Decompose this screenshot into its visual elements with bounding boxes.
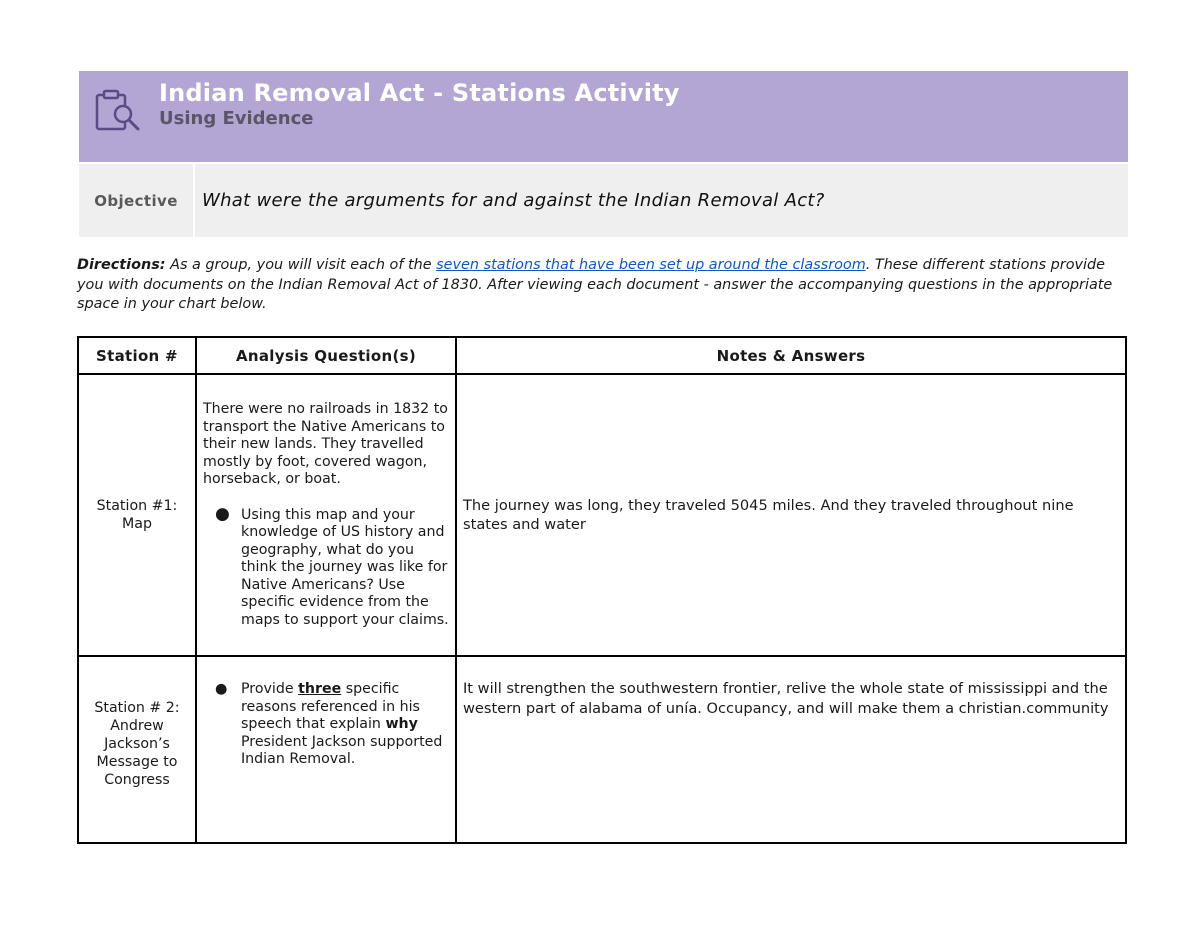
stations-table [77, 336, 1127, 844]
objective-divider [193, 164, 195, 237]
header-banner [79, 71, 1128, 162]
list-item [203, 681, 449, 769]
header-station: Station # [78, 337, 196, 374]
objective-label: Objective [94, 191, 178, 210]
station-1-label: Station #1: Map [78, 374, 196, 656]
table-row [78, 374, 1126, 656]
page-subtitle: Using Evidence [159, 108, 314, 129]
list-item [203, 503, 449, 630]
objective-bar [79, 164, 1128, 237]
station-1-bullet: Using this map and your knowledge of US history and geography, what do you think the journey was like for Native Americans? Use specific evidence from the maps to support your claims. [241, 506, 449, 628]
directions-text-1: As a group, you will visit each of the [165, 257, 437, 273]
directions-text-2: . These different stations provide you with documents on the Indian Removal Act of 1830. After viewing each document - answer the accompanying questions in the appropriate space in your chart below. [77, 257, 1113, 312]
station-2-label: Station # 2: Andrew Jackson’s Message to Congress [78, 656, 196, 843]
station-2-emphasis-why: why [385, 716, 418, 732]
station-2-bullet-text: Provide [241, 681, 299, 697]
bullet-icon: ● [215, 681, 228, 697]
station-1-intro: There were no railroads in 1832 to transport the Native Americans to their new lands. They travelled mostly by foot, covered wagon, horseback, or boat. [203, 401, 448, 487]
station-2-answer[interactable]: It will strengthen the southwestern frontier, relive the whole state of mississippi and the western part of alabama of unía. Occupancy, and will make them a christian.community [456, 656, 1126, 843]
stations-link[interactable]: seven stations that have been set up around the classroom [436, 257, 866, 273]
header-analysis-questions: Analysis Question(s) [196, 337, 456, 374]
objective-question: What were the arguments for and against the Indian Removal Act? [202, 190, 825, 211]
page-title: Indian Removal Act - Stations Activity [159, 79, 680, 107]
bullet-icon: ● [215, 503, 230, 524]
station-2-bullet-text: specific reasons referenced in his speech that explain [241, 681, 420, 732]
station-1-question [196, 374, 456, 656]
station-1-answer[interactable]: The journey was long, they traveled 5045 miles. And they traveled throughout nine states and water [456, 374, 1126, 656]
station-2-emphasis-three: three [298, 681, 342, 697]
table-header-row [78, 337, 1126, 374]
directions-label: Directions: [77, 257, 166, 273]
table-row [78, 656, 1126, 843]
station-2-question [196, 656, 456, 843]
directions-paragraph [77, 256, 1127, 315]
clipboard-magnifier-icon [93, 87, 143, 137]
header-notes-answers: Notes & Answers [456, 337, 1126, 374]
station-2-bullet-text: President Jackson supported Indian Removal. [241, 733, 443, 767]
